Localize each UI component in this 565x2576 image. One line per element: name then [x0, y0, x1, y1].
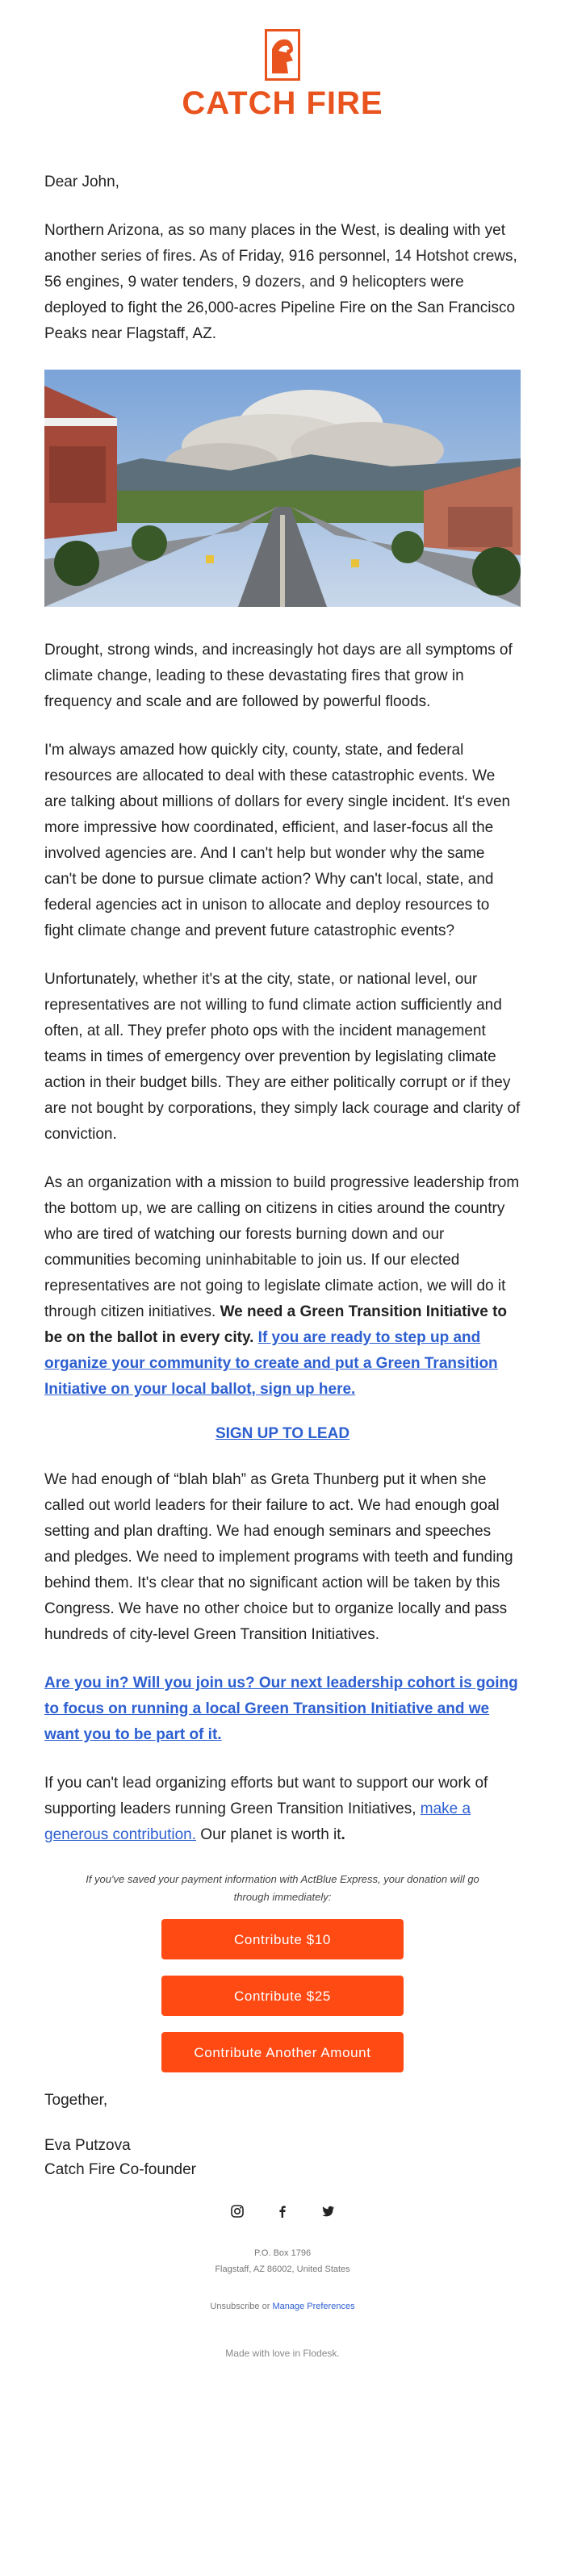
sender-name: Eva Putzova: [44, 2137, 131, 2154]
footer: [44, 2245, 521, 2361]
unsubscribe-link[interactable]: Unsubscribe: [210, 2302, 260, 2311]
join-cohort-link[interactable]: Are you in? Will you join us? Our next leadership cohort is going to focus on running a local Green Transition Initiative and we want you to be part of it.: [44, 1675, 518, 1743]
paragraph-8-text: If you can't lead organizing efforts but want to support our work of supporting leaders running Green Transition Initiatives,: [44, 1775, 488, 1817]
paragraph-8-end: .: [341, 1826, 345, 1843]
instagram-icon[interactable]: [229, 2203, 245, 2219]
signature: [44, 2134, 521, 2182]
paragraph-5: [44, 1170, 521, 1403]
signoff: [44, 2089, 521, 2182]
paragraph-5-text: As an organization with a mission to build progressive leadership from the bottom up, we are calling on citizens in cities around the country who are tired of watching our forests burning down and our communities becoming uninhabitable to join us. If our elected representatives are not going to legislate climate action, we will do it through citizen initiatives.: [44, 1174, 520, 1320]
made-with-flodesk: Made with love in Flodesk.: [225, 2348, 340, 2359]
address-line-1: P.O. Box 1796: [253, 2248, 312, 2258]
paragraph-8: [44, 1771, 521, 1848]
contribution-link[interactable]: make a generous contribution.: [44, 1800, 471, 1843]
actblue-note: If you've saved your payment information with ActBlue Express, your donation will go through immediately:: [86, 1873, 479, 1903]
sender-title: Catch Fire Co-founder: [44, 2161, 196, 2178]
paragraph-3: I'm always amazed how quickly city, county, state, and federal resources are allocated to deal with these catastrophic events. We are talking about millions of dollars for every single incident. It's even more impressive how coordinated, efficient, and laser-focus all the involved agencies are. And I can't help but wonder why the same can't be done to pursue climate action? Why can't local, state, and federal agencies act in unison to allocate and deploy resources to fight climate change and prevent future catastrophic events?: [44, 742, 511, 939]
contribute-10-button[interactable]: Contribute $10: [161, 1919, 404, 1959]
manage-preferences-link[interactable]: Manage Preferences: [272, 2302, 355, 2311]
sign-up-to-lead-link[interactable]: SIGN UP TO LEAD: [215, 1425, 350, 1442]
brand-name: CATCH FIRE: [182, 86, 383, 121]
paragraph-5-bold: We need a Green Transition Initiative to be on the ballot in every city.: [44, 1303, 508, 1346]
address-line-2: Flagstaff, AZ 86002, United States: [215, 2264, 350, 2274]
sign-up-link[interactable]: If you are ready to step up and organize your community to create and put a Green Transition Initiative on your local ballot, sign up here.: [44, 1329, 498, 1398]
email-body: [0, 169, 565, 2361]
closing: Together,: [44, 2092, 108, 2109]
header: [0, 0, 565, 121]
greeting: Dear John,: [44, 174, 119, 190]
paragraph-7: [44, 1671, 521, 1748]
or-text: or: [262, 2302, 270, 2311]
sign-up-cta: [44, 1425, 521, 1443]
paragraph-2: Drought, strong winds, and increasingly hot days are all symptoms of climate change, leading to these devastating fires that grow in frequency and scale and are followed by powerful floods.: [44, 642, 513, 710]
hero-image: [44, 370, 521, 607]
contribute-another-amount-button[interactable]: Contribute Another Amount: [161, 2032, 404, 2072]
paragraph-4: Unfortunately, whether it's at the city, state, or national level, our representatives are not willing to fund climate action sufficiently and often, at all. They prefer photo ops with the incident management teams in times of emergency over prevention by legislating climate action in their budget bills. They are either politically corrupt or if they are not bought by corporations, they simply lack courage and clarity of conviction.: [44, 971, 521, 1143]
social-links: [44, 2203, 521, 2219]
paragraph-1: Northern Arizona, as so many places in the West, is dealing with yet another series of fires. As of Friday, 916 personnel, 14 Hotshot crews, 56 engines, 9 water tenders, 9 dozers, and 9 helicopters were deployed to fight the 26,000-acres Pipeline Fire on the San Francisco Peaks near Flagstaff, AZ.: [44, 222, 517, 342]
paragraph-8-after: Our planet is worth it: [200, 1826, 341, 1843]
preferences-line: [44, 2298, 521, 2315]
twitter-icon[interactable]: [320, 2203, 336, 2219]
facebook-icon[interactable]: [274, 2203, 291, 2219]
contribute-25-button[interactable]: Contribute $25: [161, 1976, 404, 2016]
paragraph-6: We had enough of “blah blah” as Greta Thunberg put it when she called out world leaders for their failure to act. We had enough goal setting and plan drafting. We had enough seminars and speeches and pledges. We need to implement programs with teeth and funding behind them. It's clear that no significant action will be taken by this Congress. We have no other choice but to organize locally and pass hundreds of city-level Green Transition Initiatives.: [44, 1471, 513, 1643]
logo-icon: [265, 29, 300, 81]
